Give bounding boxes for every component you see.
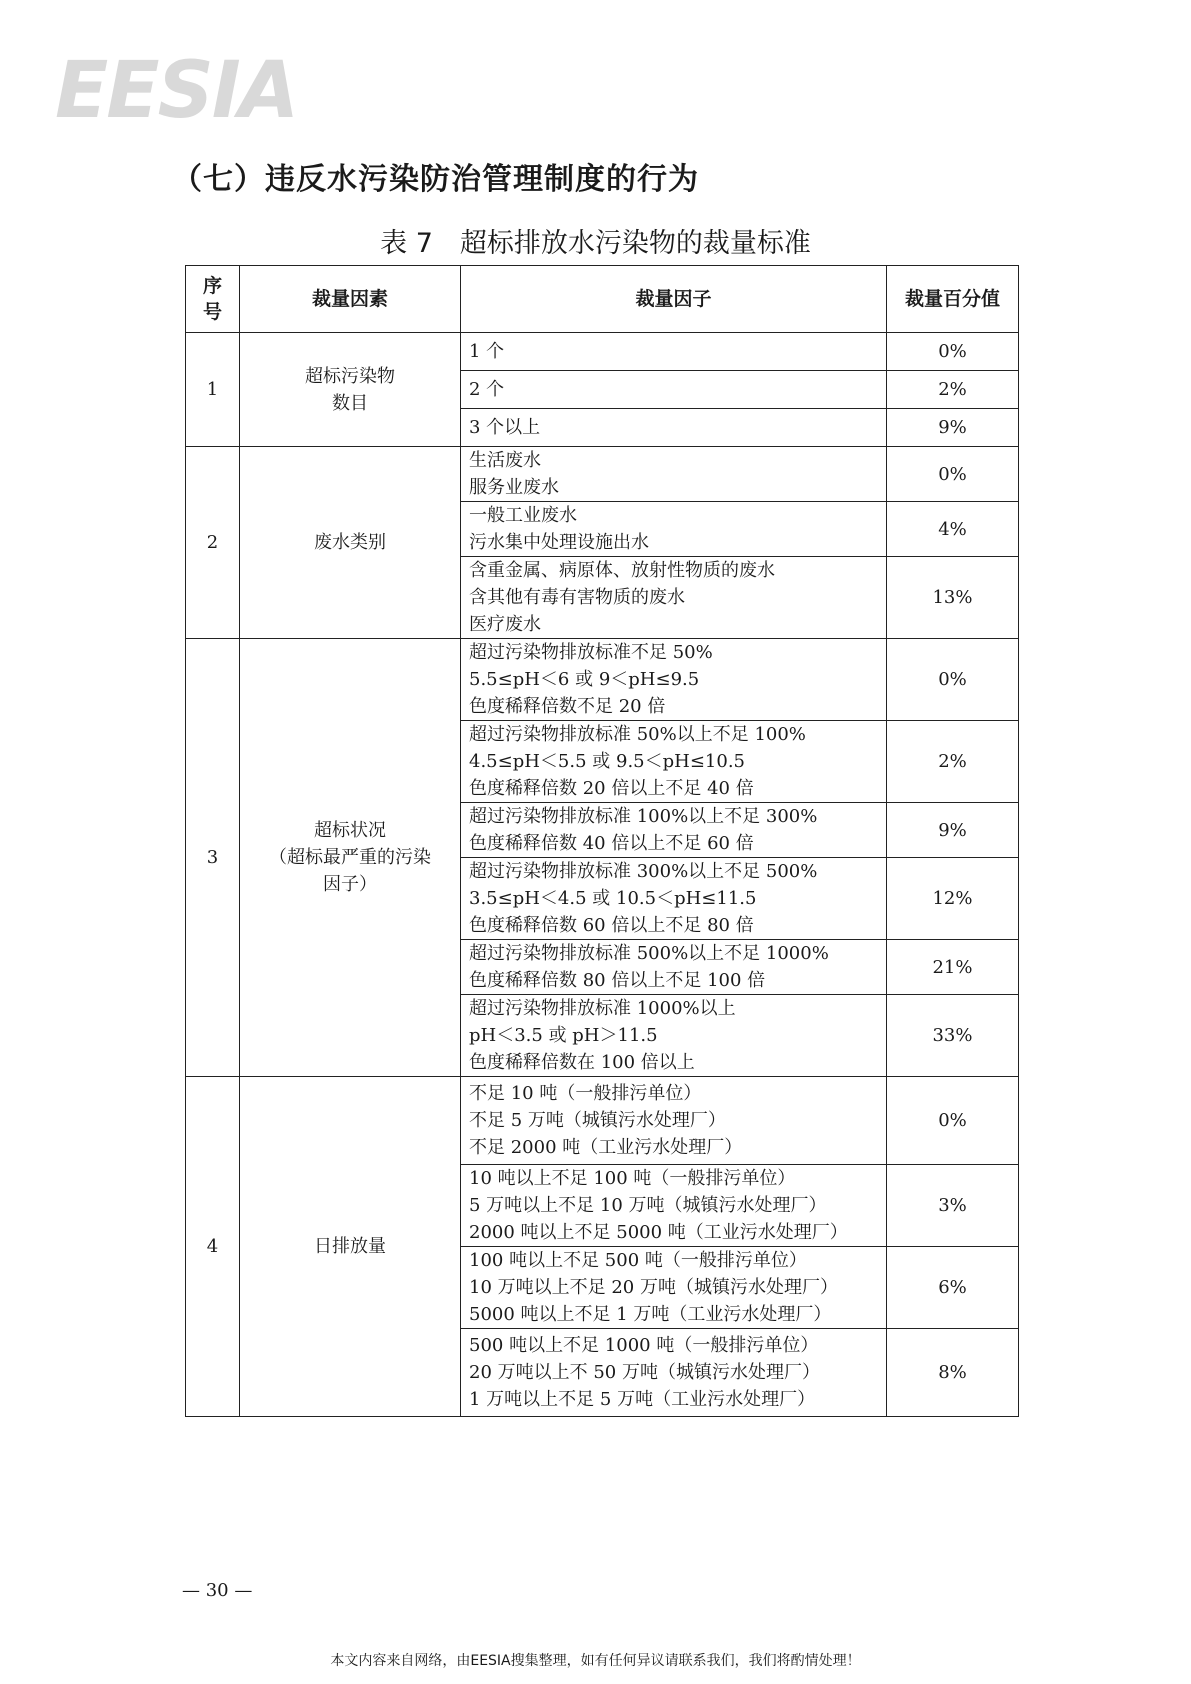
penalty-criterion: 含重金属、病原体、放射性物质的废水 含其他有毒有害物质的废水 医疗废水 <box>461 557 887 639</box>
penalty-percentage: 2% <box>887 371 1019 409</box>
penalty-factor: 超标状况 （超标最严重的污染 因子） <box>240 639 461 1077</box>
penalty-criterion: 生活废水 服务业废水 <box>461 447 887 502</box>
penalty-percentage: 13% <box>887 557 1019 639</box>
penalty-criterion: 2 个 <box>461 371 887 409</box>
penalty-factor: 超标污染物 数目 <box>240 333 461 447</box>
table-row <box>186 447 1019 502</box>
penalty-criterion: 超过污染物排放标准 500%以上不足 1000% 色度稀释倍数 80 倍以上不足 100 倍 <box>461 940 887 995</box>
penalty-percentage: 3% <box>887 1165 1019 1247</box>
row-seq-number: 2 <box>186 447 240 639</box>
header-factor: 裁量因素 <box>240 266 461 333</box>
header-detail: 裁量因子 <box>461 266 887 333</box>
penalty-percentage: 0% <box>887 1077 1019 1165</box>
table-row <box>186 1077 1019 1165</box>
penalty-criterion: 一般工业废水 污水集中处理设施出水 <box>461 502 887 557</box>
penalty-standard-table <box>185 265 1019 1417</box>
header-percent: 裁量百分值 <box>887 266 1019 333</box>
penalty-factor: 日排放量 <box>240 1077 461 1417</box>
penalty-percentage: 6% <box>887 1247 1019 1329</box>
penalty-factor: 废水类别 <box>240 447 461 639</box>
penalty-criterion: 10 吨以上不足 100 吨（一般排污单位） 5 万吨以上不足 10 万吨（城镇污水处理厂） 2000 吨以上不足 5000 吨（工业污水处理厂） <box>461 1165 887 1247</box>
penalty-percentage: 0% <box>887 333 1019 371</box>
header-seq: 序号 <box>186 266 240 333</box>
penalty-percentage: 9% <box>887 803 1019 858</box>
table-row <box>186 639 1019 721</box>
penalty-percentage: 12% <box>887 858 1019 940</box>
penalty-criterion: 500 吨以上不足 1000 吨（一般排污单位） 20 万吨以上不 50 万吨（城镇污水处理厂） 1 万吨以上不足 5 万吨（工业污水处理厂） <box>461 1329 887 1417</box>
penalty-criterion: 3 个以上 <box>461 409 887 447</box>
penalty-percentage: 2% <box>887 721 1019 803</box>
penalty-criterion: 不足 10 吨（一般排污单位） 不足 5 万吨（城镇污水处理厂） 不足 2000 吨（工业污水处理厂） <box>461 1077 887 1165</box>
table-caption: 表 7 超标排放水污染物的裁量标准 <box>380 228 811 259</box>
row-seq-number: 1 <box>186 333 240 447</box>
penalty-percentage: 0% <box>887 447 1019 502</box>
table-row <box>186 333 1019 371</box>
penalty-criterion: 超过污染物排放标准不足 50% 5.5≤pH＜6 或 9＜pH≤9.5 色度稀释倍数不足 20 倍 <box>461 639 887 721</box>
row-seq-number: 4 <box>186 1077 240 1417</box>
table-header-row <box>186 266 1019 333</box>
penalty-criterion: 超过污染物排放标准 300%以上不足 500% 3.5≤pH＜4.5 或 10.5＜pH≤11.5 色度稀释倍数 60 倍以上不足 80 倍 <box>461 858 887 940</box>
table-body <box>186 333 1019 1417</box>
penalty-criterion: 超过污染物排放标准 1000%以上 pH＜3.5 或 pH＞11.5 色度稀释倍数在 100 倍以上 <box>461 995 887 1077</box>
row-seq-number: 3 <box>186 639 240 1077</box>
penalty-criterion: 100 吨以上不足 500 吨（一般排污单位） 10 万吨以上不足 20 万吨（城镇污水处理厂） 5000 吨以上不足 1 万吨（工业污水处理厂） <box>461 1247 887 1329</box>
penalty-criterion: 1 个 <box>461 333 887 371</box>
page-number: — 30 — <box>182 1580 253 1601</box>
penalty-criterion: 超过污染物排放标准 100%以上不足 300% 色度稀释倍数 40 倍以上不足 60 倍 <box>461 803 887 858</box>
penalty-percentage: 21% <box>887 940 1019 995</box>
penalty-percentage: 4% <box>887 502 1019 557</box>
penalty-criterion: 超过污染物排放标准 50%以上不足 100% 4.5≤pH＜5.5 或 9.5＜pH≤10.5 色度稀释倍数 20 倍以上不足 40 倍 <box>461 721 887 803</box>
eesia-logo: EESIA <box>55 46 298 136</box>
penalty-percentage: 8% <box>887 1329 1019 1417</box>
penalty-percentage: 0% <box>887 639 1019 721</box>
penalty-percentage: 33% <box>887 995 1019 1077</box>
footer-note: 本文内容来自网络，由EESIA搜集整理，如有任何异议请联系我们，我们将酌情处理！ <box>330 1653 861 1669</box>
section-heading: （七）违反水污染防治管理制度的行为 <box>172 162 699 197</box>
penalty-percentage: 9% <box>887 409 1019 447</box>
